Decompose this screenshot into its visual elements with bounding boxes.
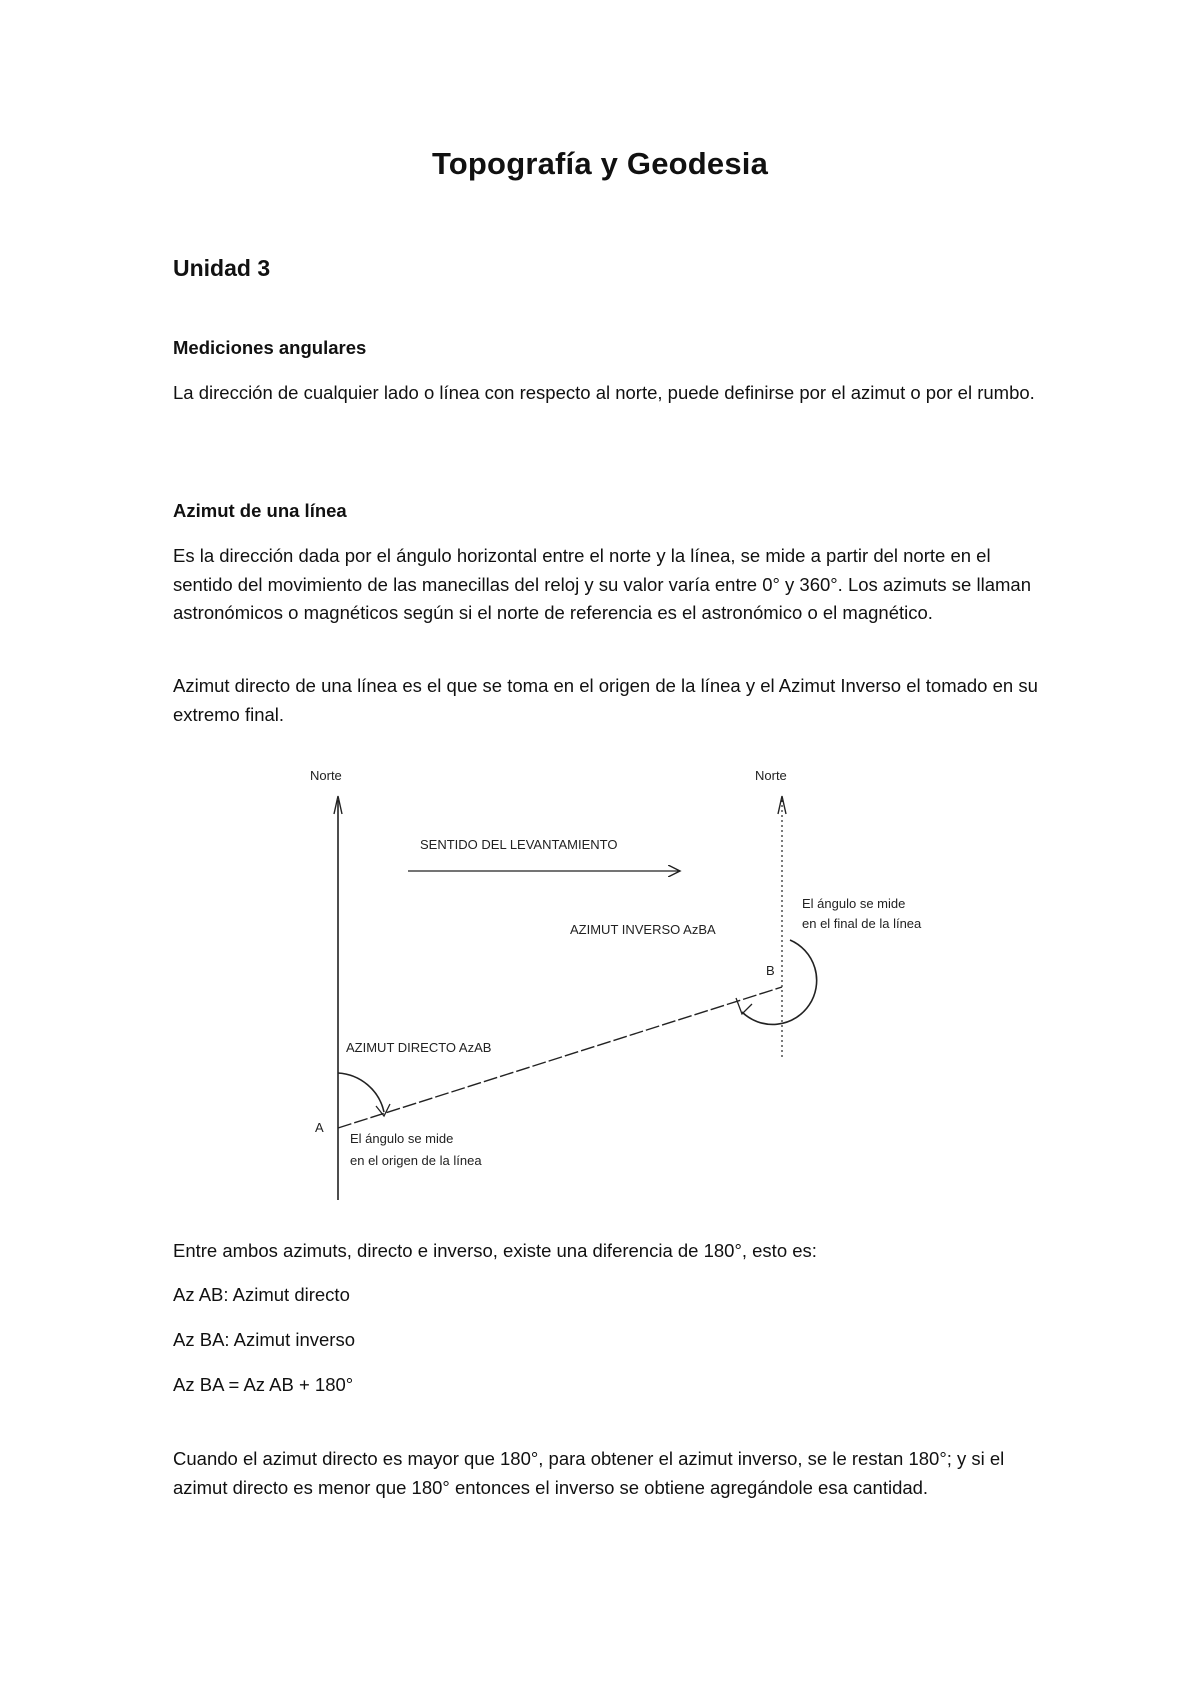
end-note-line1: El ángulo se mide xyxy=(802,896,906,911)
relation-line-az-ab: Az AB: Azimut directo xyxy=(173,1284,350,1305)
north-label-right: Norte xyxy=(755,768,787,783)
azimuth-diagram xyxy=(290,760,950,1210)
survey-direction-label: SENTIDO DEL LEVANTAMIENTO xyxy=(420,837,618,852)
line-ab xyxy=(338,987,782,1128)
direct-azimuth-label: AZIMUT DIRECTO AzAB xyxy=(346,1040,492,1055)
document-title: Topografía y Geodesia xyxy=(431,146,769,181)
origin-note-line2: en el origen de la línea xyxy=(350,1153,482,1168)
inverse-azimuth-label: AZIMUT INVERSO AzBA xyxy=(570,922,716,937)
paragraph-azimut-directo: Azimut directo de una línea es el que se toma en el origen de la línea y el Azimut Inverso el tomado en su extremo final. xyxy=(173,675,1038,725)
north-label-left: Norte xyxy=(310,768,342,783)
paragraph-direccion: La dirección de cualquier lado o línea con respecto al norte, puede definirse por el azimut o por el rumbo. xyxy=(173,382,1035,403)
unit-heading: Unidad 3 xyxy=(173,255,271,281)
paragraph-conclusion: Cuando el azimut directo es mayor que 180°, para obtener el azimut inverso, se le restan 180°; y si el azimut directo es menor que 180° entonces el inverso se obtiene agregándole esa cantidad. xyxy=(173,1448,1005,1498)
point-a-label: A xyxy=(315,1120,324,1135)
direct-azimuth-arc xyxy=(338,1073,384,1112)
origin-note-line1: El ángulo se mide xyxy=(350,1131,454,1146)
point-b-label: B xyxy=(766,963,775,978)
end-note-line2: en el final de la línea xyxy=(802,916,922,931)
relation-line-az-ba: Az BA: Azimut inverso xyxy=(173,1329,355,1350)
section-heading-mediciones: Mediciones angulares xyxy=(173,337,367,358)
relation-intro: Entre ambos azimuts, directo e inverso, existe una diferencia de 180°, esto es: xyxy=(173,1240,817,1261)
paragraph-azimut-definition: Es la dirección dada por el ángulo horizontal entre el norte y la línea, se mide a partir del norte en el sentido del movimiento de las manecillas del reloj y su valor varía entre 0° y 360°. Los azimuts se llaman astronómicos o magnéticos según si el norte de referencia es el astronómico o el magnético. xyxy=(173,545,1031,623)
relation-formula: Az BA = Az AB + 180° xyxy=(173,1374,354,1395)
inverse-azimuth-arc xyxy=(742,940,817,1024)
section-heading-azimut: Azimut de una línea xyxy=(173,500,347,521)
